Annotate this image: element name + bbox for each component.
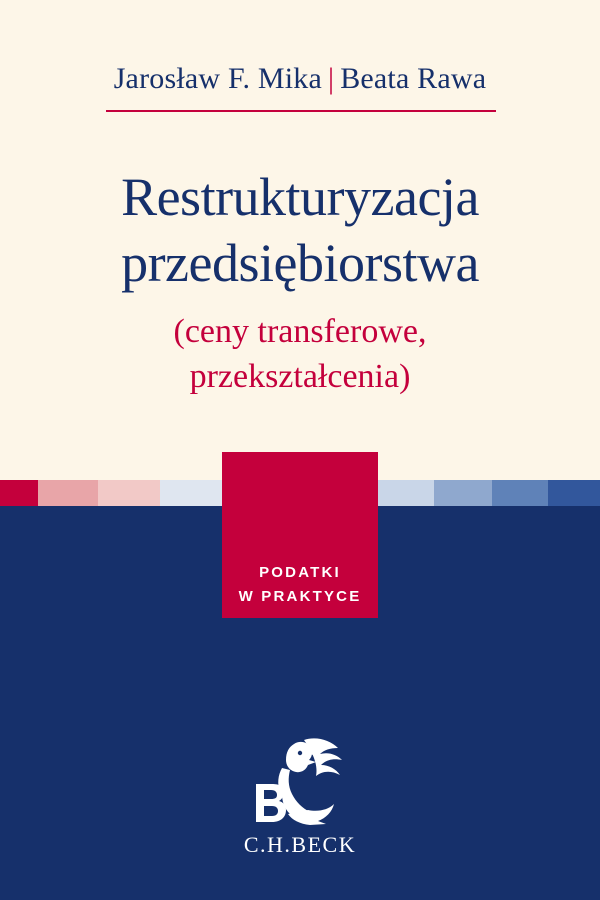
griffin-icon [232,722,368,830]
author-second: Beata Rawa [340,62,487,95]
stripe-segment-2 [98,480,160,506]
subtitle-line-2: przekształcenia) [189,357,411,395]
author-divider [106,110,496,112]
series-badge-line-1: PODATKI [259,564,341,581]
author-separator: | [327,62,335,95]
page-title [0,165,600,297]
stripe-segment-8 [548,480,600,506]
stripe-segment-7 [492,480,548,506]
series-badge [222,452,378,618]
title-line-1: Restrukturyzacja [121,167,479,227]
title-line-2: przedsiębiorstwa [121,232,479,293]
publisher-logo [232,722,368,858]
stripe-segment-1 [38,480,98,506]
stripe-segment-6 [434,480,492,506]
stripe-segment-5 [378,480,434,506]
stripe-segment-3 [160,480,222,506]
authors-line [0,62,600,96]
series-badge-line-2: W PRAKTYCE [238,588,362,605]
author-first: Jarosław F. Mika [113,62,322,95]
page-subtitle [0,310,600,400]
stripe-segment-0 [0,480,38,506]
subtitle-line-1: (ceny transferowe, [173,313,427,350]
publisher-name: C.H.BECK [243,832,357,857]
